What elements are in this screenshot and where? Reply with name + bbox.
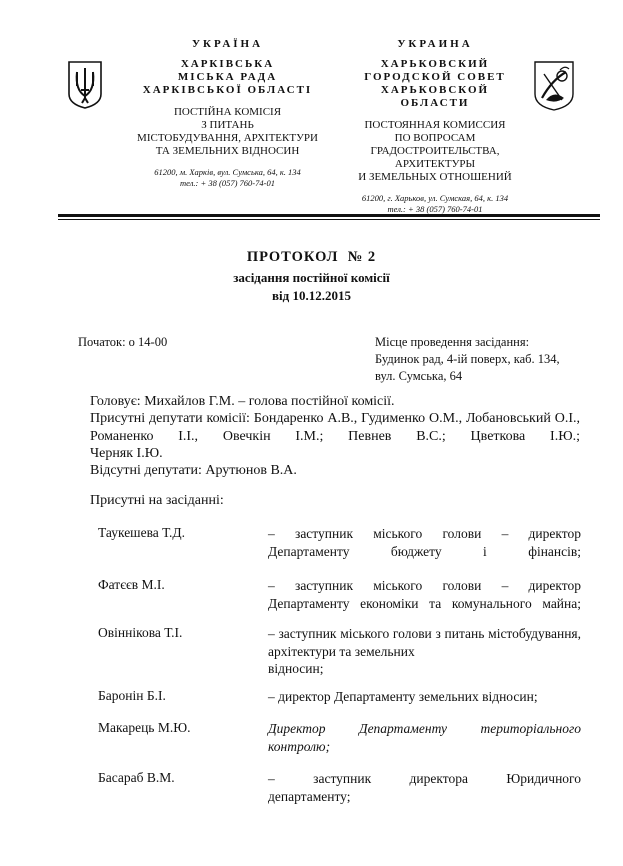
council-name-line: ХАРЬКОВСКИЙ <box>380 58 490 70</box>
commission-name-line: ПОСТОЯННАЯ КОМИССИЯ <box>364 119 506 131</box>
commission-name <box>120 106 335 158</box>
address <box>120 167 335 189</box>
commission-name-line: З ПИТАНЬ <box>201 119 254 131</box>
commission-name-line: ТА ЗЕМЕЛЬНИХ ВІДНОСИН <box>155 145 300 157</box>
present-deputies: Присутні депутати комісії: Бондаренко А.В., Гудименко О.М., Лобановський О.І., Романенко І.І., Овечкін І.М.; Певнев В.С.; Цветкова І.Ю.; <box>90 411 580 444</box>
attendee-name: Басараб В.М. <box>98 770 175 785</box>
attendee-role <box>268 720 581 755</box>
header-right <box>345 38 525 215</box>
attendee-role-text: – заступник міського голови – директор <box>268 526 581 541</box>
country-name: УКРАЇНА <box>191 38 264 50</box>
attendees-heading: Присутні на засіданні: <box>90 493 224 508</box>
header-divider <box>58 214 600 217</box>
council-name-line: ГОРОДСКОЙ СОВЕТ <box>364 71 506 83</box>
meeting-place-line: Місце проведення засідання: <box>375 335 530 349</box>
attendee-role-text: – заступник міського голови з питань містобудування, архітектури та земельних <box>268 626 581 659</box>
commission-name-line: ПОСТІЙНА КОМІСІЯ <box>173 106 282 118</box>
attendee-name: Баронін Б.І. <box>98 688 166 703</box>
council-name-line: ХАРКІВСЬКОЇ ОБЛАСТІ <box>142 84 313 96</box>
absent-deputies: Відсутні депутати: Арутюнов В.А. <box>90 463 297 478</box>
council-name <box>120 58 335 97</box>
address-line: 61200, м. Харків, вул. Сумська, 64, к. 134 <box>154 167 301 177</box>
country-name: УКРАИНА <box>397 38 473 50</box>
attendee-name: Таукешева Т.Д. <box>98 525 185 540</box>
address <box>345 193 525 215</box>
attendee-role-text: – заступник міського голови – директор <box>268 578 581 593</box>
attendee-role-tail: департаменту; <box>268 788 351 804</box>
attendee-role-text: – заступник директора Юридичного <box>268 771 581 786</box>
attendee-name: Фатєєв М.І. <box>98 577 165 592</box>
attendee-name: Макарець М.Ю. <box>98 720 191 735</box>
commission-name-line: МІСТОБУДУВАННЯ, АРХІТЕКТУРИ <box>137 132 318 144</box>
attendee-role-text: – директор Департаменту земельних відносин; <box>268 689 538 704</box>
attendee-role-tail: Департаменту економіки та комунального майна; <box>268 595 581 611</box>
address-line: 61200, г. Харьков, ул. Сумская, 64, к. 134 <box>361 193 509 203</box>
phone-line: тел.: + 38 (057) 760-74-01 <box>180 178 275 188</box>
attendee-role-tail: відносин; <box>268 661 324 676</box>
commission-name-line: И ЗЕМЕЛЬНЫХ ОТНОШЕНИЙ <box>358 171 512 183</box>
attendee-role <box>268 688 581 706</box>
council-name-line: ХАРКІВСЬКА <box>180 58 275 70</box>
commission-name <box>345 119 525 184</box>
attendee-role-tail: Департаменту бюджету і фінансів; <box>268 543 581 559</box>
header-divider-thin <box>58 219 600 220</box>
commission-name-line: ПО ВОПРОСАМ <box>394 132 476 144</box>
header-left <box>120 38 335 189</box>
council-name-line: МІСЬКА РАДА <box>177 71 278 83</box>
commission-name-line: ГРАДОСТРОИТЕЛЬСТВА, АРХИТЕКТУРЫ <box>370 145 500 170</box>
council-name <box>345 58 525 110</box>
protocol-title: ПРОТОКОЛ № 2 <box>246 249 377 265</box>
present-deputies-tail: Черняк І.Ю. <box>90 446 163 461</box>
protocol-subtitle: засідання постійної комісії <box>233 270 390 285</box>
meeting-place <box>375 334 560 385</box>
meeting-place-line: Будинок рад, 4-ій поверх, каб. 134, <box>375 352 560 366</box>
council-name-line: ХАРЬКОВСКОЙ ОБЛАСТИ <box>380 84 490 109</box>
protocol-date: від 10.12.2015 <box>272 288 351 303</box>
chair-line: Головує: Михайлов Г.М. – голова постійної комісії. <box>90 394 395 409</box>
phone-line: тел.: + 38 (057) 760-74-01 <box>387 204 483 214</box>
trident-coat-of-arms-icon <box>66 60 104 115</box>
attendee-role <box>268 625 581 678</box>
attendee-role-text: Директор Департаменту територіального <box>268 721 581 736</box>
attendee-role <box>268 577 581 612</box>
attendee-role <box>268 770 581 805</box>
attendee-name: Овіннікова Т.І. <box>98 625 183 640</box>
meeting-start: Початок: о 14-00 <box>78 335 168 349</box>
meeting-place-line: вул. Сумська, 64 <box>375 369 463 383</box>
kharkiv-city-coat-of-arms-icon <box>532 60 576 117</box>
attendee-role <box>268 525 581 560</box>
attendee-role-tail: контролю; <box>268 738 331 754</box>
